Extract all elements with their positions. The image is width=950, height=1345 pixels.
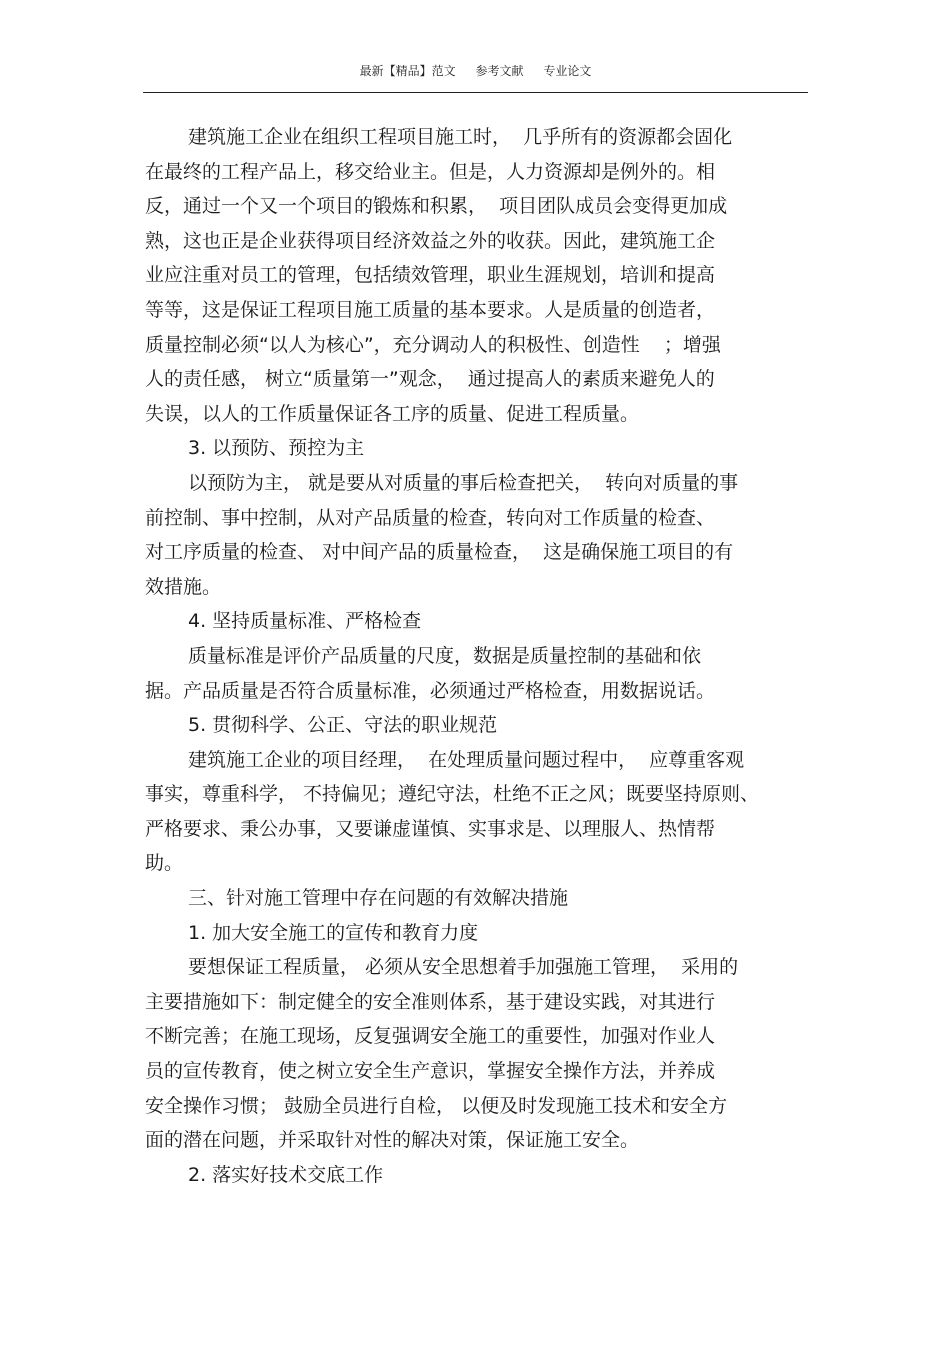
text-line: 安全操作习惯； 鼓励全员进行自检， 以便及时发现施工技术和安全方 (145, 1094, 728, 1117)
text-line: 以预防为主， 就是要从对质量的事后检查把关， 转向对质量的事 (188, 471, 739, 494)
text-line: 2. 落实好技术交底工作 (188, 1163, 384, 1186)
text-line: 反，通过一个又一个项目的锻炼和积累， 项目团队成员会变得更加成 (145, 195, 728, 218)
text-line: 对工序质量的检查、 对中间产品的质量检查， 这是确保施工项目的有 (145, 541, 734, 564)
text-line: 效措施。 (145, 575, 222, 598)
text-line: 人的责任感， 树立“质量第一”观念， 通过提高人的素质来避免人的 (145, 368, 715, 391)
text-line: 等等，这是保证工程项目施工质量的基本要求。人是质量的创造者， (145, 298, 716, 321)
page-header (143, 62, 808, 93)
text-line: 严格要求、秉公办事，又要谦虚谨慎、实事求是、以理服人、热情帮 (145, 817, 716, 840)
text-line: 主要措施如下：制定健全的安全准则体系，基于建设实践，对其进行 (145, 990, 716, 1013)
text-line: 不断完善；在施工现场，反复强调安全施工的重要性，加强对作业人 (145, 1025, 716, 1048)
text-line: 员的宣传教育，使之树立安全生产意识，掌握安全操作方法，并养成 (145, 1060, 716, 1083)
text-line: 据。产品质量是否符合质量标准，必须通过严格检查，用数据说话。 (145, 679, 716, 702)
text-line: 1. 加大安全施工的宣传和教育力度 (188, 921, 479, 944)
text-line: 三、针对施工管理中存在问题的有效解决措施 (188, 887, 569, 910)
text-line: 要想保证工程质量， 必须从安全思想着手加强施工管理， 采用的 (188, 956, 739, 979)
text-line: 质量控制必须“以人为核心”，充分调动人的积极性、创造性 ；增强 (145, 333, 721, 356)
text-line: 失误，以人的工作质量保证各工序的质量、促进工程质量。 (145, 402, 640, 425)
text-line: 前控制、事中控制，从对产品质量的检查，转向对工作质量的检查、 (145, 506, 716, 529)
text-line: 建筑施工企业的项目经理， 在处理质量问题过程中， 应尊重客观 (188, 748, 745, 771)
text-line: 在最终的工程产品上，移交给业主。但是，人力资源却是例外的。相 (145, 160, 716, 183)
header-item-papers: 专业论文 (543, 64, 592, 78)
header-item-references: 参考文献 (475, 64, 524, 78)
text-line: 面的潜在问题，并采取针对性的解决对策，保证施工安全。 (145, 1129, 640, 1152)
header-item-featured: 最新【精品】范文 (359, 64, 456, 78)
text-line: 熟，这也正是企业获得项目经济效益之外的收获。因此，建筑施工企 (145, 229, 716, 252)
text-line: 4. 坚持质量标准、严格检查 (188, 610, 422, 633)
text-line: 3. 以预防、预控为主 (188, 437, 365, 460)
text-line: 业应注重对员工的管理，包括绩效管理，职业生涯规划，培训和提高 (145, 264, 716, 287)
document-body (145, 120, 805, 1192)
text-line: 建筑施工企业在组织工程项目施工时， 几乎所有的资源都会固化 (188, 126, 733, 148)
text-line: 5. 贯彻科学、公正、守法的职业规范 (188, 714, 498, 737)
text-line: 助。 (145, 852, 184, 875)
text-line: 质量标准是评价产品质量的尺度，数据是质量控制的基础和依 (188, 644, 702, 667)
text-line: 事实，尊重科学， 不持偏见；遵纪守法，杜绝不正之风；既要坚持原则、 (145, 783, 760, 806)
